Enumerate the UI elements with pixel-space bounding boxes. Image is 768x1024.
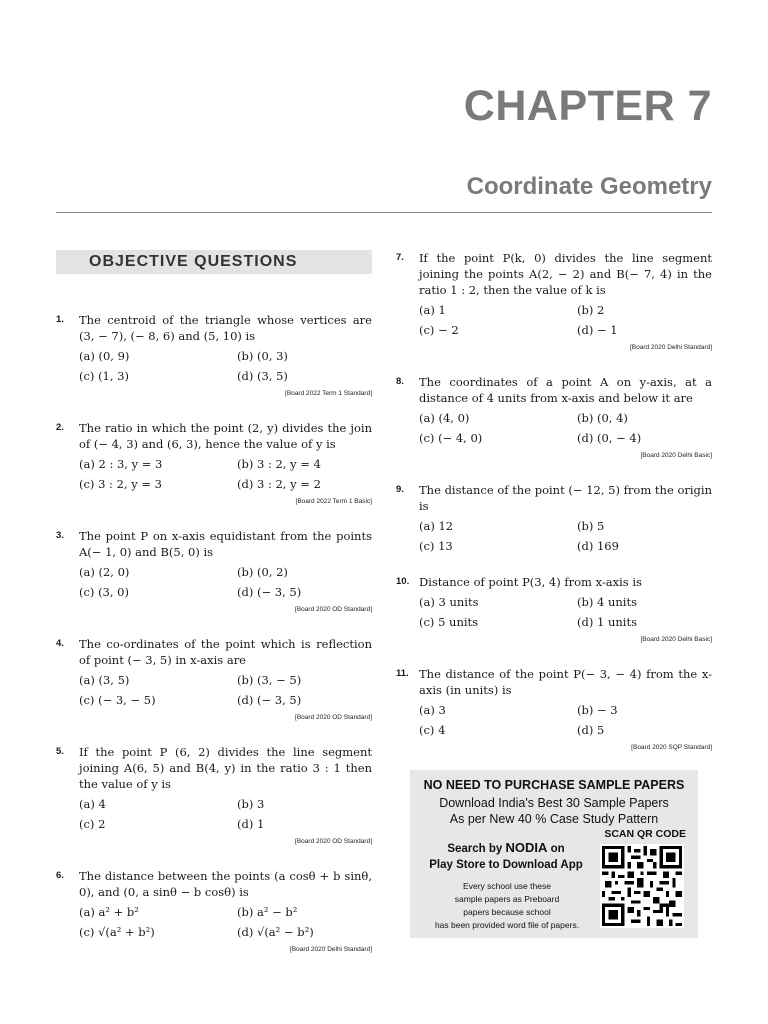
question-3 — [56, 528, 372, 618]
ad-search-line2: Play Store to Download App — [429, 859, 583, 871]
option-d: (d) 169 — [577, 539, 619, 553]
question-options — [419, 302, 712, 338]
question-stem: Distance of point P(3, 4) from x-axis is — [419, 575, 642, 589]
option-d: (d) (0, − 4) — [577, 431, 642, 445]
ad-line-pattern: As per New 40 % Case Study Pattern — [449, 812, 659, 826]
option-a: (a) 12 — [419, 519, 454, 533]
qr-code-icon[interactable] — [600, 844, 684, 928]
question-source: [Board 2022 Term 1 Standard] — [285, 390, 372, 397]
question-number: 1. — [56, 314, 64, 325]
ad-note-line: papers because school — [463, 907, 551, 917]
option-a: (a) 3 units — [419, 595, 479, 609]
option-b: (b) (0, 2) — [237, 565, 288, 579]
question-8 — [396, 374, 712, 464]
option-a: (a) 1 — [419, 303, 446, 317]
question-number: 10. — [396, 576, 410, 587]
option-c: (c) 3 : 2, y = 3 — [79, 477, 162, 491]
question-stem: The co-ordinates of the point which is reflection of point (− 3, 5) in x-axis are — [79, 637, 372, 667]
option-a: (a) (2, 0) — [79, 565, 130, 579]
option-a: (a) 2 : 3, y = 3 — [79, 457, 163, 471]
question-options — [79, 904, 372, 940]
question-number: 7. — [396, 252, 404, 263]
option-b: (b) (0, 4) — [577, 411, 628, 425]
question-source: [Board 2020 OD Standard] — [295, 838, 372, 845]
question-stem: The distance of the point P(− 3, − 4) from the x-axis (in units) is — [419, 667, 712, 697]
option-d: (d) − 1 — [577, 323, 618, 337]
option-d: (d) (− 3, 5) — [237, 585, 302, 599]
option-a: (a) a² + b² — [79, 905, 139, 919]
question-stem: If the point P (6, 2) divides the line segment joining A(6, 5) and B(4, y) in the ratio 3 : 1 then the value of y is — [79, 745, 372, 791]
option-a: (a) 4 — [79, 797, 106, 811]
option-b: (b) 3 — [237, 797, 265, 811]
question-10 — [396, 574, 712, 648]
option-d: (d) (− 3, 5) — [237, 693, 302, 707]
question-options — [79, 564, 372, 600]
question-number: 6. — [56, 870, 64, 881]
option-a: (a) (0, 9) — [79, 349, 130, 363]
ad-search-suffix: on — [547, 843, 565, 855]
question-number: 9. — [396, 484, 404, 495]
option-b: (b) a² − b² — [237, 905, 298, 919]
question-options — [79, 456, 372, 492]
question-5 — [56, 744, 372, 850]
sample-papers-ad[interactable] — [410, 770, 698, 938]
ad-note-line: has been provided word file of papers. — [434, 920, 580, 930]
option-c: (c) 4 — [419, 723, 446, 737]
option-c: (c) (3, 0) — [79, 585, 129, 599]
option-b: (b) 3 : 2, y = 4 — [237, 457, 321, 471]
chapter-title: CHAPTER 7 — [463, 82, 712, 130]
option-c: (c) 2 — [79, 817, 106, 831]
question-number: 8. — [396, 376, 404, 387]
question-source: [Board 2020 Delhi Basic] — [640, 636, 712, 643]
ad-brand: NODIA — [505, 840, 548, 855]
option-d: (d) 1 units — [577, 615, 637, 629]
option-a: (a) (3, 5) — [79, 673, 130, 687]
question-stem: The coordinates of a point A on y-axis, at a distance of 4 units from x-axis and below it are — [419, 375, 712, 405]
question-stem: The ratio in which the point (2, y) divides the join of (− 4, 3) and (6, 3), hence the value of y is — [79, 421, 372, 451]
option-a: (a) 3 — [419, 703, 446, 717]
question-options — [419, 594, 712, 630]
question-options — [419, 702, 712, 738]
question-options — [79, 672, 372, 708]
ad-note — [418, 880, 596, 932]
question-source: [Board 2020 SQP Standard] — [631, 744, 712, 751]
question-source: [Board 2020 OD Standard] — [295, 606, 372, 613]
question-1 — [56, 312, 372, 402]
question-2 — [56, 420, 372, 510]
question-number: 3. — [56, 530, 64, 541]
question-number: 2. — [56, 422, 64, 433]
option-c: (c) √(a² + b²) — [79, 925, 155, 939]
question-stem: If the point P(k, 0) divides the line segment joining the points A(2, − 2) and B(− 7, 4) in the ratio 1 : 2, then the value of k is — [419, 251, 712, 297]
option-d: (d) 1 — [237, 817, 265, 831]
option-b: (b) 4 units — [577, 595, 637, 609]
question-stem: The point P on x-axis equidistant from the points A(− 1, 0) and B(5, 0) is — [79, 529, 372, 559]
section-header: OBJECTIVE QUESTIONS — [56, 250, 372, 274]
question-11 — [396, 666, 712, 756]
question-source: [Board 2020 OD Standard] — [295, 714, 372, 721]
question-stem: The centroid of the triangle whose vertices are (3, − 7), (− 8, 6) and (5, 10) is — [79, 313, 372, 343]
question-source: [Board 2020 Delhi Basic] — [640, 452, 712, 459]
question-source: [Board 2022 Term 1 Basic] — [295, 498, 372, 505]
option-d: (d) (3, 5) — [237, 369, 288, 383]
question-number: 5. — [56, 746, 64, 757]
question-7 — [396, 250, 712, 356]
option-b: (b) (3, − 5) — [237, 673, 302, 687]
question-source: [Board 2020 Delhi Standard] — [629, 344, 712, 351]
question-options — [419, 410, 712, 446]
option-c: (c) (− 3, − 5) — [79, 693, 156, 707]
ad-headline: NO NEED TO PURCHASE SAMPLE PAPERS — [423, 778, 685, 792]
ad-line-download: Download India's Best 30 Sample Papers — [439, 796, 669, 810]
ad-note-line: Every school use these — [463, 881, 551, 891]
option-c: (c) (− 4, 0) — [419, 431, 483, 445]
ad-scan-label: SCAN QR CODE — [604, 828, 686, 840]
option-d: (d) 5 — [577, 723, 605, 737]
question-stem: The distance of the point (− 12, 5) from the origin is — [419, 483, 712, 513]
title-divider — [56, 212, 712, 213]
question-number: 11. — [396, 668, 409, 679]
question-options — [419, 518, 712, 554]
option-c: (c) 5 units — [419, 615, 479, 629]
question-9 — [396, 482, 712, 554]
option-d: (d) 3 : 2, y = 2 — [237, 477, 321, 491]
ad-note-line: sample papers as Preboard — [454, 894, 560, 904]
ad-search-prefix: Search by — [447, 843, 506, 855]
option-b: (b) − 3 — [577, 703, 618, 717]
option-d: (d) √(a² − b²) — [237, 925, 314, 939]
option-b: (b) 5 — [577, 519, 605, 533]
option-c: (c) (1, 3) — [79, 369, 129, 383]
question-6 — [56, 868, 372, 958]
chapter-subtitle: Coordinate Geometry — [466, 173, 712, 200]
option-c: (c) 13 — [419, 539, 453, 553]
question-options — [79, 796, 372, 832]
question-stem: The distance between the points (a cosθ + b sinθ, 0), and (0, a sinθ − b cosθ) is — [79, 869, 372, 899]
question-options — [79, 348, 372, 384]
option-a: (a) (4, 0) — [419, 411, 470, 425]
question-4 — [56, 636, 372, 726]
option-c: (c) − 2 — [419, 323, 459, 337]
ad-search-text — [422, 840, 590, 873]
option-b: (b) (0, 3) — [237, 349, 288, 363]
question-source: [Board 2020 Delhi Standard] — [289, 946, 372, 953]
option-b: (b) 2 — [577, 303, 605, 317]
question-number: 4. — [56, 638, 64, 649]
